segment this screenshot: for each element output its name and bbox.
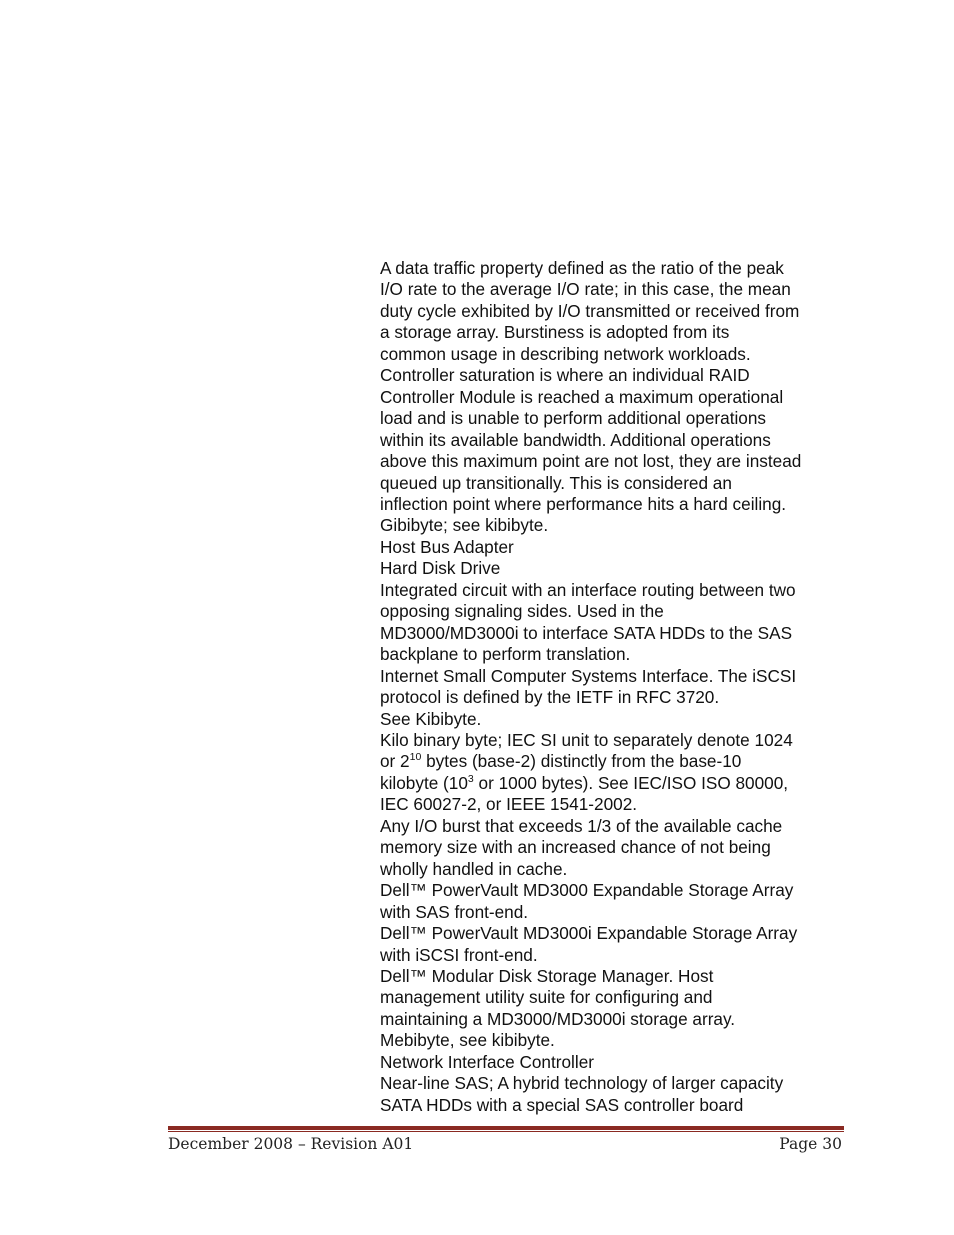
definition-line xyxy=(380,751,850,772)
definition-line: management utility suite for configuring and xyxy=(380,987,713,1008)
definition-mib xyxy=(380,1030,850,1051)
definition-line: IEC 60027-2, or IEEE 1541-2002. xyxy=(380,794,638,815)
definition-line: Dell™ PowerVault MD3000 Expandable Storage Array xyxy=(380,880,794,901)
definition-line: Any I/O burst that exceeds 1/3 of the available cache xyxy=(380,815,783,836)
definition-iscsi xyxy=(380,666,850,709)
definition-kb xyxy=(380,709,850,730)
definition-line: Dell™ Modular Disk Storage Manager. Host xyxy=(380,965,714,986)
definition-line: Internet Small Computer Systems Interface. The iSCSI xyxy=(380,665,797,686)
definition-line: MD3000/MD3000i to interface SATA HDDs to the SAS xyxy=(380,622,793,643)
text-segment: bytes (base-2) distinctly from the base-10 xyxy=(421,751,742,772)
definition-nl-sas xyxy=(380,1073,850,1116)
definition-line: I/O rate to the average I/O rate; in this case, the mean xyxy=(380,279,791,300)
text-segment: kilobyte (10 xyxy=(380,772,468,793)
definition-line: inflection point where performance hits a hard ceiling. xyxy=(380,493,787,514)
definition-line: memory size with an increased chance of not being xyxy=(380,837,771,858)
definition-gib xyxy=(380,515,850,536)
definition-line: Host Bus Adapter xyxy=(380,536,514,557)
definition-line: within its available bandwidth. Additional operations xyxy=(380,429,771,450)
definition-interposer xyxy=(380,580,850,666)
definition-line: wholly handled in cache. xyxy=(380,858,568,879)
definition-line: duty cycle exhibited by I/O transmitted or received from xyxy=(380,300,800,321)
definition-line: Hard Disk Drive xyxy=(380,558,501,579)
definition-line: Controller Module is reached a maximum operational xyxy=(380,386,784,407)
definition-line: with SAS front-end. xyxy=(380,901,529,922)
definition-line: SATA HDDs with a special SAS controller board xyxy=(380,1094,744,1115)
definition-hdd xyxy=(380,558,850,579)
definition-large-io xyxy=(380,816,850,880)
definition-line: above this maximum point are not lost, they are instead xyxy=(380,451,802,472)
glossary-definitions xyxy=(380,258,850,1116)
superscript: 3 xyxy=(467,772,474,785)
definition-line: Integrated circuit with an interface routing between two xyxy=(380,579,796,600)
definition-md3000 xyxy=(380,880,850,923)
definition-line: with iSCSI front-end. xyxy=(380,944,538,965)
definition-kibibyte xyxy=(380,730,850,816)
definition-mdsm xyxy=(380,966,850,1030)
definition-line: load and is unable to perform additional operations xyxy=(380,408,767,429)
definition-hba xyxy=(380,537,850,558)
definition-line: Gibibyte; see kibibyte. xyxy=(380,515,549,536)
text-segment: or 2 xyxy=(380,751,410,772)
footer-rule-thin xyxy=(168,1131,844,1132)
definition-nic xyxy=(380,1052,850,1073)
definition-line: opposing signaling sides. Used in the xyxy=(380,601,664,622)
definition-line: protocol is defined by the IETF in RFC 3720. xyxy=(380,687,720,708)
definition-line: Near-line SAS; A hybrid technology of larger capacity xyxy=(380,1073,784,1094)
definition-controller-saturation xyxy=(380,365,850,515)
text-segment: or 1000 bytes). See IEC/ISO ISO 80000, xyxy=(473,772,789,793)
definition-line: a storage array. Burstiness is adopted from its xyxy=(380,322,730,343)
definition-burstiness xyxy=(380,258,850,365)
definition-line: common usage in describing network workloads. xyxy=(380,343,751,364)
definition-line: Controller saturation is where an individual RAID xyxy=(380,365,750,386)
definition-line: Kilo binary byte; IEC SI unit to separately denote 1024 xyxy=(380,729,793,750)
definition-line: See Kibibyte. xyxy=(380,708,482,729)
definition-line: maintaining a MD3000/MD3000i storage array. xyxy=(380,1008,736,1029)
superscript: 10 xyxy=(409,751,422,764)
definition-line: A data traffic property defined as the ratio of the peak xyxy=(380,258,784,278)
definition-line: Mebibyte, see kibibyte. xyxy=(380,1030,555,1051)
footer-date-revision: December 2008 – Revision A01 xyxy=(168,1135,414,1153)
definition-line: Network Interface Controller xyxy=(380,1051,594,1072)
definition-line: Dell™ PowerVault MD3000i Expandable Storage Array xyxy=(380,923,798,944)
definition-line xyxy=(380,773,850,794)
definition-line: queued up transitionally. This is considered an xyxy=(380,472,732,493)
definition-md3000i xyxy=(380,923,850,966)
definition-line: backplane to perform translation. xyxy=(380,644,631,665)
footer-rule xyxy=(168,1126,844,1130)
footer-page-number: Page 30 xyxy=(779,1135,842,1153)
